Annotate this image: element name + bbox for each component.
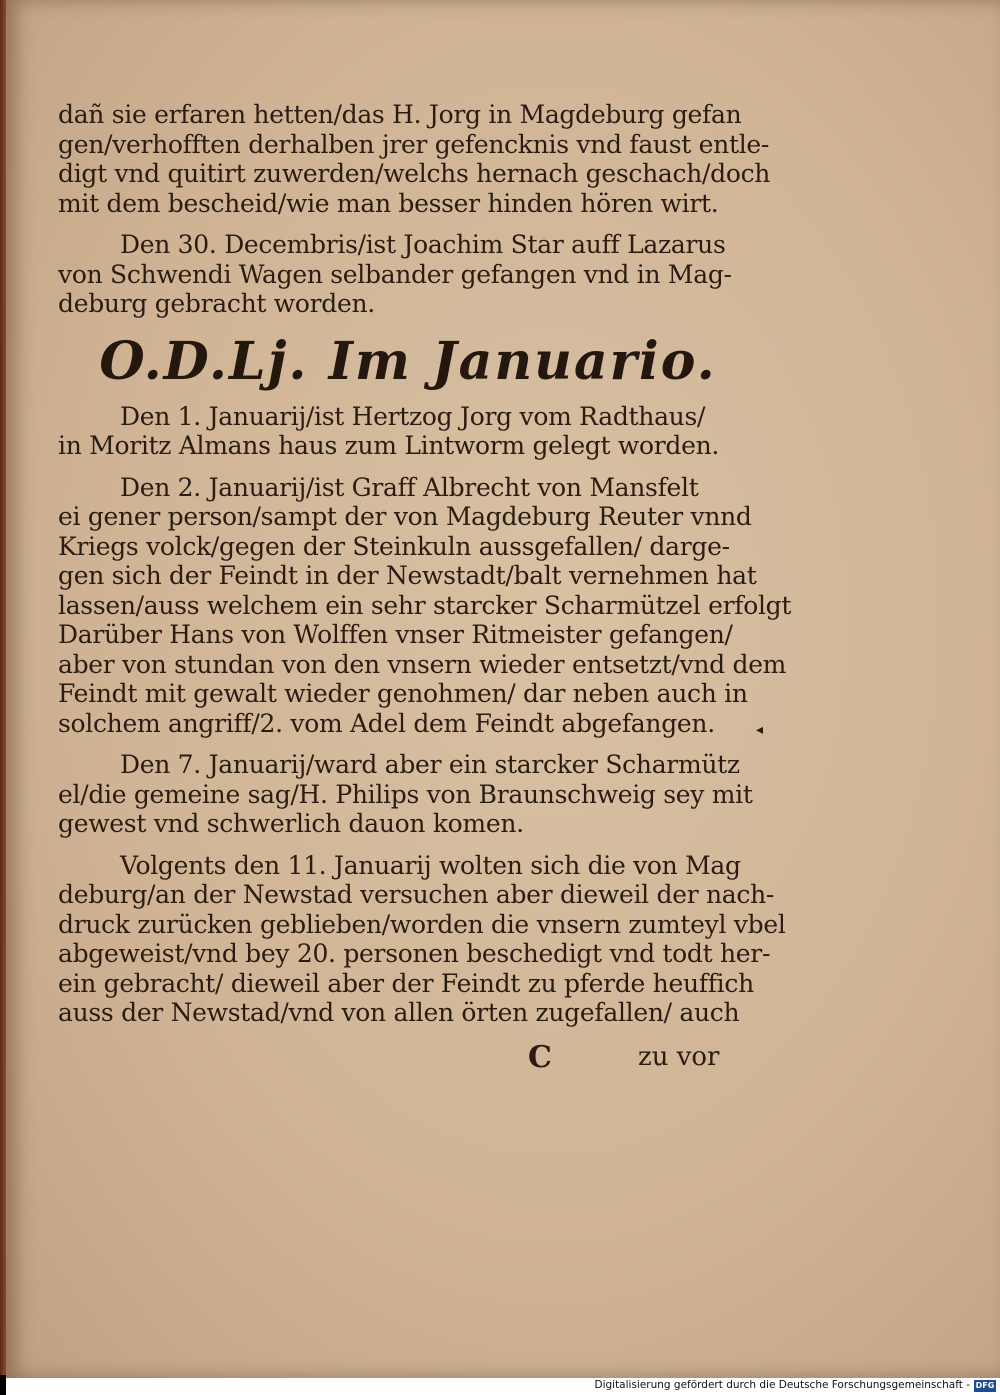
text-line: ei gener person/sampt der von Magdeburg Reuter vnnd <box>58 502 752 531</box>
footer-credit: Digitalisierung gefördert durch die Deutsche Forschungsgemeinschaft - <box>594 1379 970 1391</box>
dfg-logo: DFG <box>975 1381 995 1390</box>
text-line: Den 30. Decembris/ist Joachim Star auff Lazarus <box>120 230 726 259</box>
text-line: Darüber Hans von Wolffen vnser Ritmeister gefangen/ <box>58 620 733 649</box>
text-line: Feindt mit gewalt wieder genohmen/ dar neben auch in <box>58 679 748 708</box>
page-text <box>58 100 792 1076</box>
signature-mark: C <box>528 1039 552 1075</box>
page-footer-row <box>58 1040 758 1076</box>
text-line: druck zurücken geblieben/worden die vnsern zumteyl vbel <box>58 909 786 939</box>
text-line: in Moritz Almans haus zum Lintworm gelegt worden. <box>58 431 720 460</box>
paragraph-2-januarij <box>58 472 792 739</box>
text-line: abgeweist/vnd bey 20. personen beschedigt vnd todt her- <box>58 939 771 968</box>
text-line: gewest vnd schwerlich dauon komen. <box>58 809 524 838</box>
text-line: von Schwendi Wagen selbander gefangen vnd in Mag- <box>58 259 732 289</box>
text-line: Den 2. Januarij/ist Graff Albrecht von Mansfelt <box>120 472 699 502</box>
text-line: gen/verhofften derhalben jrer gefencknis vnd faust entle- <box>58 129 770 159</box>
book-page <box>6 0 1000 1378</box>
text-line: lassen/auss welchem ein sehr starcker Scharmützel erfolgt <box>58 590 792 620</box>
paragraph-11-januarij <box>58 850 786 1028</box>
paragraph-continuation <box>58 100 771 218</box>
text-line: dañ sie erfaren hetten/das H. Jorg in Magdeburg gefan <box>58 100 742 129</box>
digitization-footer <box>6 1378 1000 1395</box>
text-line: aber von stundan von den vnsern wieder entsetzt/vnd dem <box>58 649 787 679</box>
text-line: deburg/an der Newstad versuchen aber dieweil der nach- <box>58 880 775 909</box>
margin-pointer-icon: ◂ <box>756 722 764 738</box>
text-line: digt vnd quitirt zuwerden/welchs hernach geschach/doch <box>58 159 771 188</box>
section-heading: O.D.Lj. Im Januario. <box>99 330 717 392</box>
text-line: el/die gemeine sag/H. Philips von Braunschweig sey mit <box>58 779 753 809</box>
text-line: Den 7. Januarij/ward aber ein starcker Scharmütz <box>120 750 740 779</box>
text-line: Den 1. Januarij/ist Hertzog Jorg vom Radthaus/ <box>120 401 706 431</box>
text-line: solchem angriff/2. vom Adel dem Feindt abgefangen. <box>58 708 715 738</box>
text-line: gen sich der Feindt in der Newstadt/balt vernehmen hat <box>58 561 757 590</box>
paragraph-1-januarij <box>58 402 758 461</box>
paragraph-30-decembris <box>58 230 758 319</box>
text-line: ein gebracht/ dieweil aber der Feindt zu pferde heuffich <box>58 968 754 998</box>
catchword: zu vor <box>638 1041 720 1072</box>
text-line: auss der Newstad/vnd von allen örten zugefallen/ auch <box>58 998 740 1027</box>
text-line: Volgents den 11. Januarij wolten sich die von Mag <box>120 850 741 880</box>
paragraph-7-januarij <box>58 750 758 839</box>
text-line: mit dem bescheid/wie man besser hinden hören wirt. <box>58 188 719 218</box>
text-line: Kriegs volck/gegen der Steinkuln aussgefallen/ darge- <box>58 531 730 561</box>
text-line: deburg gebracht worden. <box>58 289 375 318</box>
